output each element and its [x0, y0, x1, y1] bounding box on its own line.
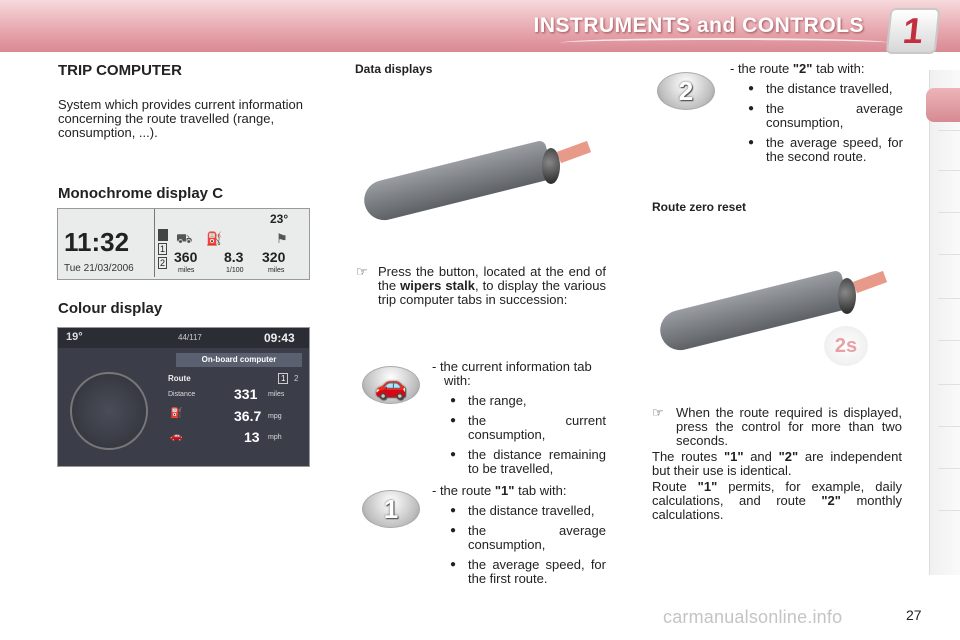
- chapter-number: 1: [886, 8, 941, 54]
- mono-unit-2: 1/100: [226, 267, 244, 274]
- chapter-tab[interactable]: [938, 212, 960, 213]
- colour-route-label: Route: [168, 374, 191, 383]
- colour-speed-value: 13: [244, 429, 260, 445]
- header-decoration: [560, 38, 890, 48]
- page-header: [0, 0, 960, 52]
- list-item: ● the distance remaining to be travelled,: [432, 448, 606, 476]
- colour-consumption-unit: mpg: [268, 413, 282, 420]
- compass-icon: [70, 372, 148, 450]
- page-number: 27: [906, 607, 922, 623]
- wiper-stalk-reset-image: [648, 262, 898, 372]
- watermark: carmanualsonline.info: [663, 607, 843, 627]
- list-item: ● the current consumption,: [432, 414, 606, 442]
- wiper-stalk-image: [352, 130, 602, 230]
- chapter-tab[interactable]: [938, 298, 960, 299]
- colour-distance-label: Distance: [168, 391, 196, 398]
- chapter-tab[interactable]: [938, 426, 960, 427]
- two-seconds-badge: 2s: [824, 326, 868, 366]
- colour-speed-unit: mph: [268, 434, 282, 441]
- stalk-body: [360, 140, 554, 225]
- arrow-icon: [853, 271, 887, 293]
- stalk-body: [656, 270, 850, 355]
- colour-distance-unit: miles: [268, 391, 285, 398]
- colour-temp: 19°: [66, 331, 83, 343]
- digit-1-icon: 1: [362, 490, 420, 528]
- hand-pointer-icon: ☞: [356, 264, 368, 279]
- trip-computer-heading: TRIP COMPUTER: [58, 62, 182, 79]
- mono-unit-1: miles: [178, 267, 195, 274]
- mono-temp: 23°: [270, 212, 289, 226]
- chapter-tab-active[interactable]: [926, 88, 960, 122]
- mono-date: Tue 21/03/2006: [64, 263, 134, 274]
- data-displays-heading: Data displays: [355, 62, 433, 76]
- monochrome-display-image: [57, 208, 310, 280]
- route-zero-reset-text: ☞ When the route required is displayed, press the control for more than two seconds. The routes "1" and "2" are independent but their use is identical. Route "1" permits, for example, daily calculations, and route "2" monthly calculations.: [652, 405, 902, 522]
- mono-tab-1: 1: [160, 244, 166, 254]
- chapter-tab[interactable]: [938, 384, 960, 385]
- route-1-tab-description: - the route "1" tab with: ● the distance travelled, ● the average consumption, ● the average speed, for the first route.: [432, 484, 606, 586]
- chapter-tab[interactable]: [938, 254, 960, 255]
- chapter-tab-strip: [929, 70, 960, 575]
- list-item: ● the average speed, for the second route.: [730, 136, 903, 164]
- chapter-tab[interactable]: [938, 170, 960, 171]
- chapter-tab[interactable]: [938, 510, 960, 511]
- mono-value-2: 8.3: [224, 249, 244, 265]
- colour-consumption-value: 36.7: [234, 408, 262, 424]
- mono-tab-2: 2: [160, 258, 166, 268]
- mono-time: 11:32: [64, 227, 130, 257]
- list-item: ● the average consumption,: [730, 102, 903, 130]
- current-tab-description: - the current information tab with: ● the range, ● the current consumption, ● the distance remaining to be travelled,: [432, 360, 606, 476]
- colour-display-image: [57, 327, 310, 467]
- list-item: ● the average consumption,: [432, 524, 606, 552]
- hand-pointer-icon: ☞: [652, 405, 664, 420]
- fuel-pump-icon: ⛽: [170, 408, 183, 419]
- mono-value-3: 320: [262, 249, 286, 265]
- list-item: ● the distance travelled,: [432, 504, 606, 518]
- mono-value-1: 360: [174, 249, 198, 265]
- trip-computer-description: System which provides current information concerning the route travelled (range, consumption, ...).: [58, 97, 303, 140]
- list-item: ● the range,: [432, 394, 606, 408]
- colour-banner: On-board computer: [176, 353, 302, 367]
- list-item: ● the average speed, for the first route.: [432, 558, 606, 586]
- range-icon: ⛟: [176, 231, 193, 246]
- chapter-tab[interactable]: [938, 130, 960, 131]
- chapter-title: INSTRUMENTS and CONTROLS: [533, 14, 864, 37]
- fuel-pump-icon: ⛽: [206, 231, 223, 246]
- route-2-tab-description: - the route "2" tab with: ● the distance travelled, ● the average consumption, ● the average speed, for the second route.: [730, 62, 903, 164]
- flag-icon: ⚑: [276, 231, 288, 246]
- colour-distance-value: 331: [234, 386, 258, 402]
- mono-unit-3: miles: [268, 267, 285, 274]
- colour-tab-1: 1: [278, 373, 288, 384]
- colour-trip: 44/117: [178, 333, 202, 342]
- monochrome-display-heading: Monochrome display C: [58, 185, 224, 202]
- press-instruction: ☞ Press the button, located at the end of the wipers stalk, to display the various trip computer tabs in succession:: [356, 264, 606, 307]
- car-icon: 🚗: [170, 431, 183, 442]
- colour-display-heading: Colour display: [58, 300, 163, 317]
- arrow-icon: [557, 141, 591, 163]
- chapter-tab[interactable]: [938, 340, 960, 341]
- car-icon: [158, 229, 168, 241]
- route-zero-reset-heading: Route zero reset: [652, 200, 747, 214]
- digit-2-icon: 2: [657, 72, 715, 110]
- colour-time: 09:43: [264, 331, 295, 345]
- list-item: ● the distance travelled,: [730, 82, 903, 96]
- chapter-tab[interactable]: [938, 468, 960, 469]
- car-icon: 🚗: [362, 366, 420, 404]
- colour-tab-2: 2: [294, 374, 299, 383]
